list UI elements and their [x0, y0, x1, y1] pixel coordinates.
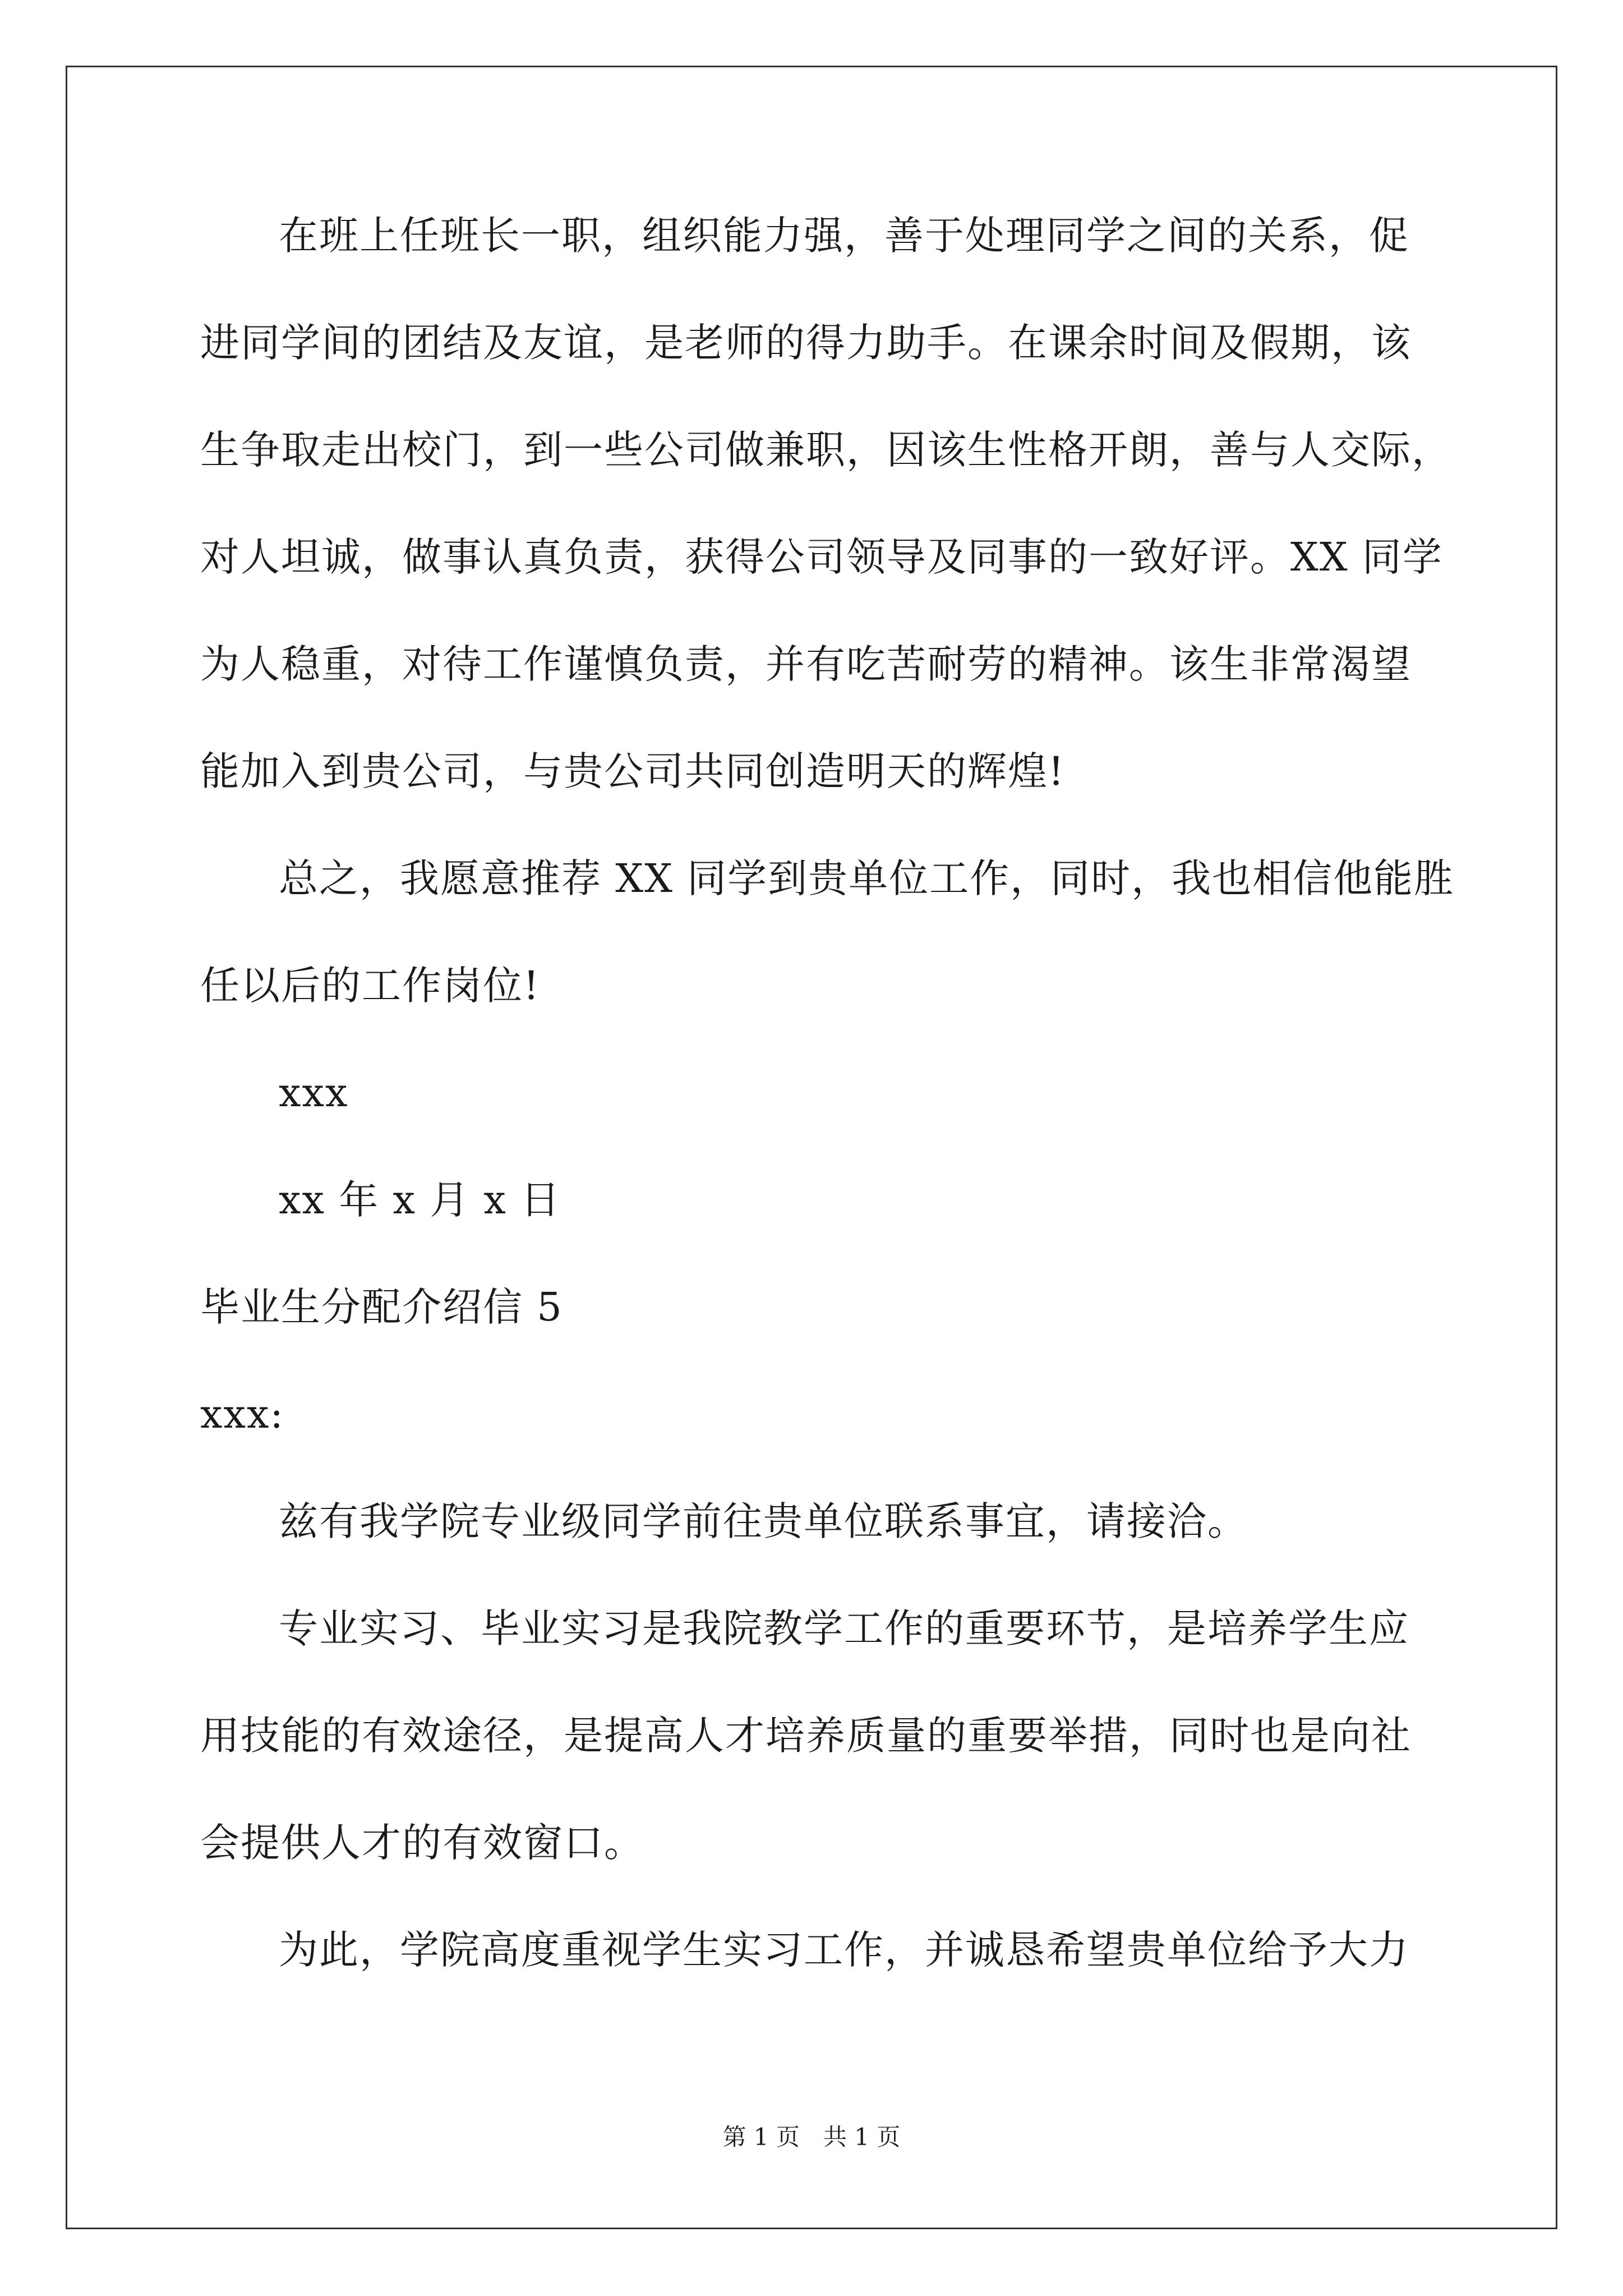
paragraph-line: 专业实习、毕业实习是我院教学工作的重要环节，是培养学生应 — [279, 1605, 1409, 1651]
paragraph-line: 会提供人才的有效窗口。 — [200, 1820, 644, 1866]
signature-date: xx 年 x 月 x 日 — [279, 1177, 561, 1223]
paragraph-line: 对人坦诚，做事认真负责，获得公司领导及同事的一致好评。XX 同学 — [200, 534, 1443, 580]
paragraph-line: 用技能的有效途径，是提高人才培养质量的重要举措，同时也是向社 — [200, 1713, 1412, 1759]
paragraph-line: 为此，学院高度重视学生实习工作，并诚恳希望贵单位给予大力 — [279, 1927, 1409, 1973]
section-title: 毕业生分配介绍信 5 — [200, 1284, 563, 1330]
signature-name: xxx — [279, 1070, 349, 1116]
paragraph-line: 为人稳重，对待工作谨慎负责，并有吃苦耐劳的精神。该生非常渴望 — [200, 641, 1412, 687]
salutation: xxx: — [200, 1391, 285, 1437]
paragraph-line: 总之，我愿意推荐 XX 同学到贵单位工作，同时，我也相信他能胜 — [279, 855, 1455, 901]
page-border — [66, 66, 1557, 2229]
paragraph-line: 进同学间的团结及友谊，是老师的得力助手。在课余时间及假期，该 — [200, 320, 1412, 366]
paragraph-line: 生争取走出校门，到一些公司做兼职，因该生性格开朗，善与人交际， — [200, 427, 1452, 473]
paragraph-line: 在班上任班长一职，组织能力强，善于处理同学之间的关系，促 — [279, 213, 1409, 259]
paragraph-line: 任以后的工作岗位! — [200, 963, 541, 1009]
paragraph-line: 能加入到贵公司，与贵公司共同创造明天的辉煌! — [200, 748, 1066, 794]
page-number-footer: 第 1 页 共 1 页 — [722, 2123, 901, 2151]
paragraph-line: 兹有我学院专业级同学前往贵单位联系事宜，请接洽。 — [279, 1498, 1248, 1544]
